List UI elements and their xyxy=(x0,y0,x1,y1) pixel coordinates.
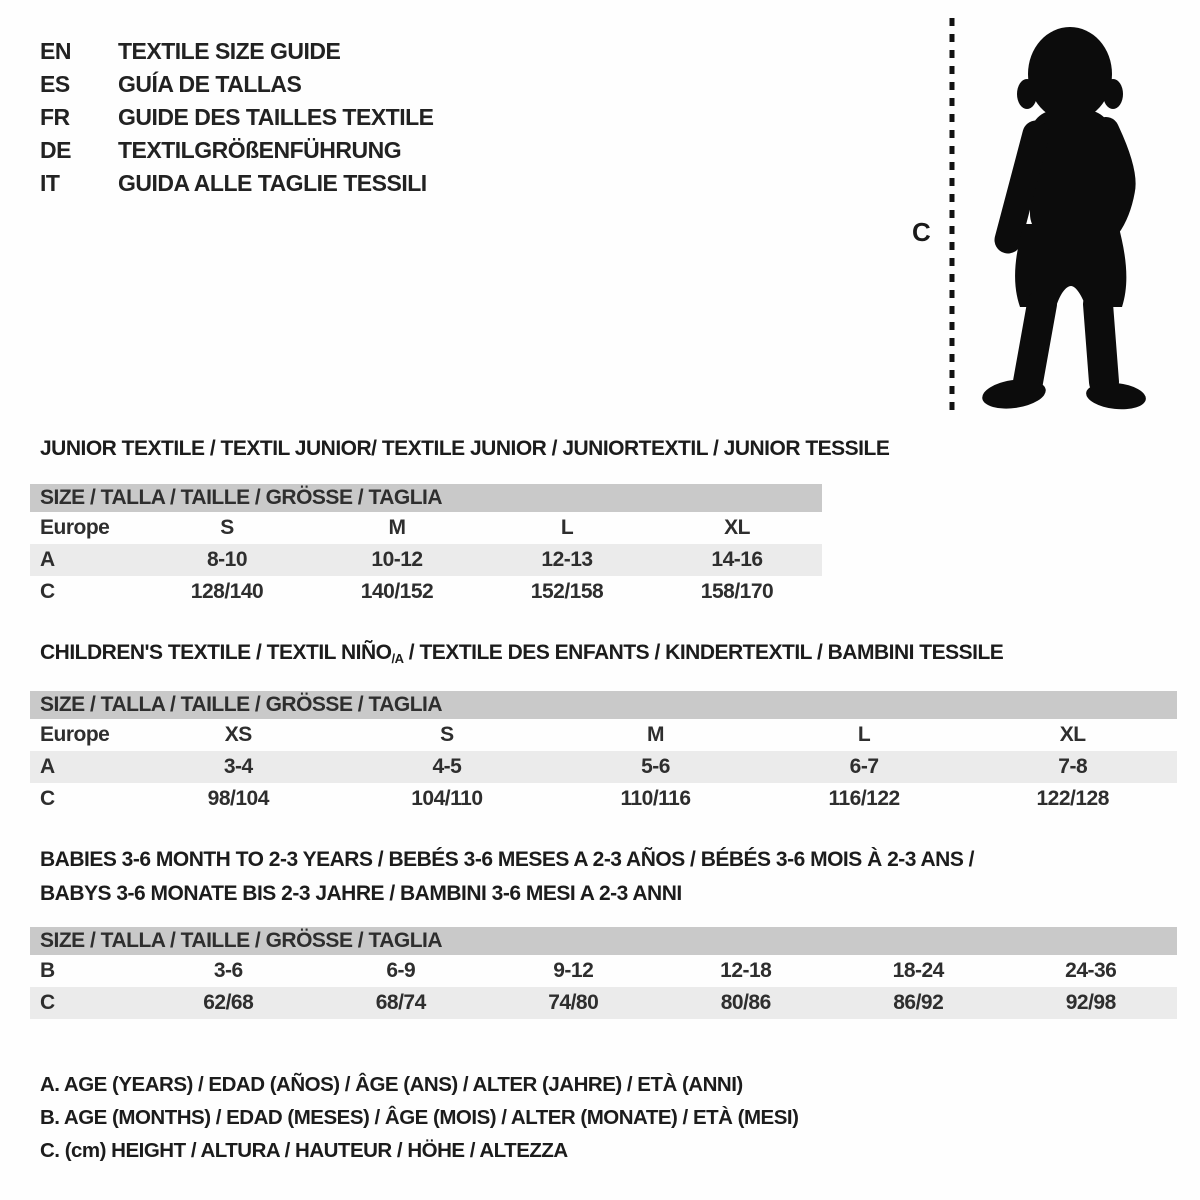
row-label: C xyxy=(40,991,55,1014)
cell: 116/122 xyxy=(828,787,900,810)
cell: 12-13 xyxy=(541,548,593,571)
language-code: FR xyxy=(40,104,70,130)
size-header-row: SIZE / TALLA / TAILLE / GRÖSSE / TAGLIA xyxy=(30,484,822,512)
cell: 9-12 xyxy=(553,959,594,982)
cell: 98/104 xyxy=(207,787,269,810)
size-header-row: SIZE / TALLA / TAILLE / GRÖSSE / TAGLIA xyxy=(30,691,1177,719)
size-figure xyxy=(900,12,1180,422)
language-code: IT xyxy=(40,170,60,196)
language-title: TEXTILGRÖßENFÜHRUNG xyxy=(118,137,402,163)
cell: 152/158 xyxy=(530,580,604,603)
table-row-age xyxy=(30,544,822,576)
cell: 104/110 xyxy=(411,787,483,810)
babies-section-title-line2: BABYS 3-6 MONATE BIS 2-3 JAHRE / BAMBINI 3-6 MESI A 2-3 ANNI xyxy=(40,882,682,905)
language-title: GUIDA ALLE TAGLIE TESSILI xyxy=(118,170,427,196)
cell: XL xyxy=(1059,723,1086,746)
children-size-table xyxy=(30,691,1177,815)
cell: 5-6 xyxy=(641,755,670,778)
cell: 86/92 xyxy=(893,991,944,1014)
cell: S xyxy=(440,723,454,746)
language-title: GUIDE DES TAILLES TEXTILE xyxy=(118,104,434,130)
cell: 18-24 xyxy=(892,959,944,982)
row-label: A xyxy=(40,755,55,778)
babies-section-title-line1: BABIES 3-6 MONTH TO 2-3 YEARS / BEBÉS 3-6 MESES A 2-3 AÑOS / BÉBÉS 3-6 MOIS À 2-3 ANS / xyxy=(40,848,975,871)
cell: 10-12 xyxy=(371,548,423,571)
cell: 4-5 xyxy=(432,755,462,778)
table-row-age-months xyxy=(30,955,1177,987)
cell: 14-16 xyxy=(711,548,763,571)
children-title-suffix: / TEXTILE DES ENFANTS / KINDERTEXTIL / BAMBINI TESSILE xyxy=(403,641,1004,664)
children-title-prefix: CHILDREN'S TEXTILE / TEXTIL NIÑO xyxy=(40,641,392,664)
cell: 158/170 xyxy=(700,580,774,603)
table-row-age xyxy=(30,751,1177,783)
cell: M xyxy=(646,723,664,746)
children-section-title xyxy=(40,641,1003,666)
cell: 6-7 xyxy=(849,755,879,778)
cell: XS xyxy=(224,723,252,746)
size-header-row: SIZE / TALLA / TAILLE / GRÖSSE / TAGLIA xyxy=(30,927,1177,955)
language-title: GUÍA DE TALLAS xyxy=(118,71,302,97)
row-label: C xyxy=(40,580,55,603)
children-title-sub: /A xyxy=(391,651,404,666)
table-row-height xyxy=(30,987,1177,1019)
legend-line-c: C. (cm) HEIGHT / ALTURA / HAUTEUR / HÖHE / ALTEZZA xyxy=(40,1139,568,1162)
row-label: C xyxy=(40,787,55,810)
cell: 110/116 xyxy=(620,787,691,810)
language-row-en xyxy=(40,35,434,68)
cell: 68/74 xyxy=(375,991,426,1014)
cell: 3-6 xyxy=(213,959,243,982)
toddler-silhouette-svg xyxy=(900,12,1180,422)
cell: 3-4 xyxy=(223,755,253,778)
row-label: Europe xyxy=(40,516,110,539)
cell: 92/98 xyxy=(1065,991,1116,1014)
junior-section-title: JUNIOR TEXTILE / TEXTIL JUNIOR/ TEXTILE JUNIOR / JUNIORTEXTIL / JUNIOR TESSILE xyxy=(40,437,890,460)
language-row-es xyxy=(40,68,434,101)
language-row-de xyxy=(40,134,434,167)
cell: 7-8 xyxy=(1058,755,1088,778)
cell: 6-9 xyxy=(386,959,416,982)
cell: 128/140 xyxy=(190,580,264,603)
cell: 62/68 xyxy=(203,991,254,1014)
row-label: Europe xyxy=(40,723,110,746)
language-code: EN xyxy=(40,38,71,64)
cell: XL xyxy=(724,516,750,539)
row-label: A xyxy=(40,548,55,571)
language-header xyxy=(40,35,434,200)
cell: 12-18 xyxy=(720,959,772,982)
cell: 74/80 xyxy=(548,991,599,1014)
table-row-europe xyxy=(30,512,822,544)
table-row-height xyxy=(30,783,1177,815)
table-row-europe xyxy=(30,719,1177,751)
cell: L xyxy=(560,516,574,539)
cell: M xyxy=(388,516,406,539)
cell: L xyxy=(857,723,871,746)
legend-line-a: A. AGE (YEARS) / EDAD (AÑOS) / ÂGE (ANS) / ALTER (JAHRE) / ETÀ (ANNI) xyxy=(40,1073,743,1096)
language-code: DE xyxy=(40,137,71,163)
cell: S xyxy=(220,516,234,539)
language-code: ES xyxy=(40,71,70,97)
junior-size-table xyxy=(30,484,822,608)
table-row-height xyxy=(30,576,822,608)
cell: 8-10 xyxy=(206,548,248,571)
cell: 80/86 xyxy=(720,991,771,1014)
cell: 24-36 xyxy=(1065,959,1117,982)
toddler-silhouette-icon xyxy=(980,27,1147,412)
row-label: B xyxy=(40,959,55,982)
cell: 140/152 xyxy=(360,580,434,603)
legend xyxy=(40,1068,798,1167)
measure-label-c: C xyxy=(912,217,931,247)
language-row-it xyxy=(40,167,434,200)
babies-size-table xyxy=(30,927,1177,1019)
language-title: TEXTILE SIZE GUIDE xyxy=(118,38,341,64)
language-row-fr xyxy=(40,101,434,134)
cell: 122/128 xyxy=(1036,787,1109,810)
legend-line-b: B. AGE (MONTHS) / EDAD (MESES) / ÂGE (MOIS) / ALTER (MONATE) / ETÀ (MESI) xyxy=(40,1106,799,1129)
